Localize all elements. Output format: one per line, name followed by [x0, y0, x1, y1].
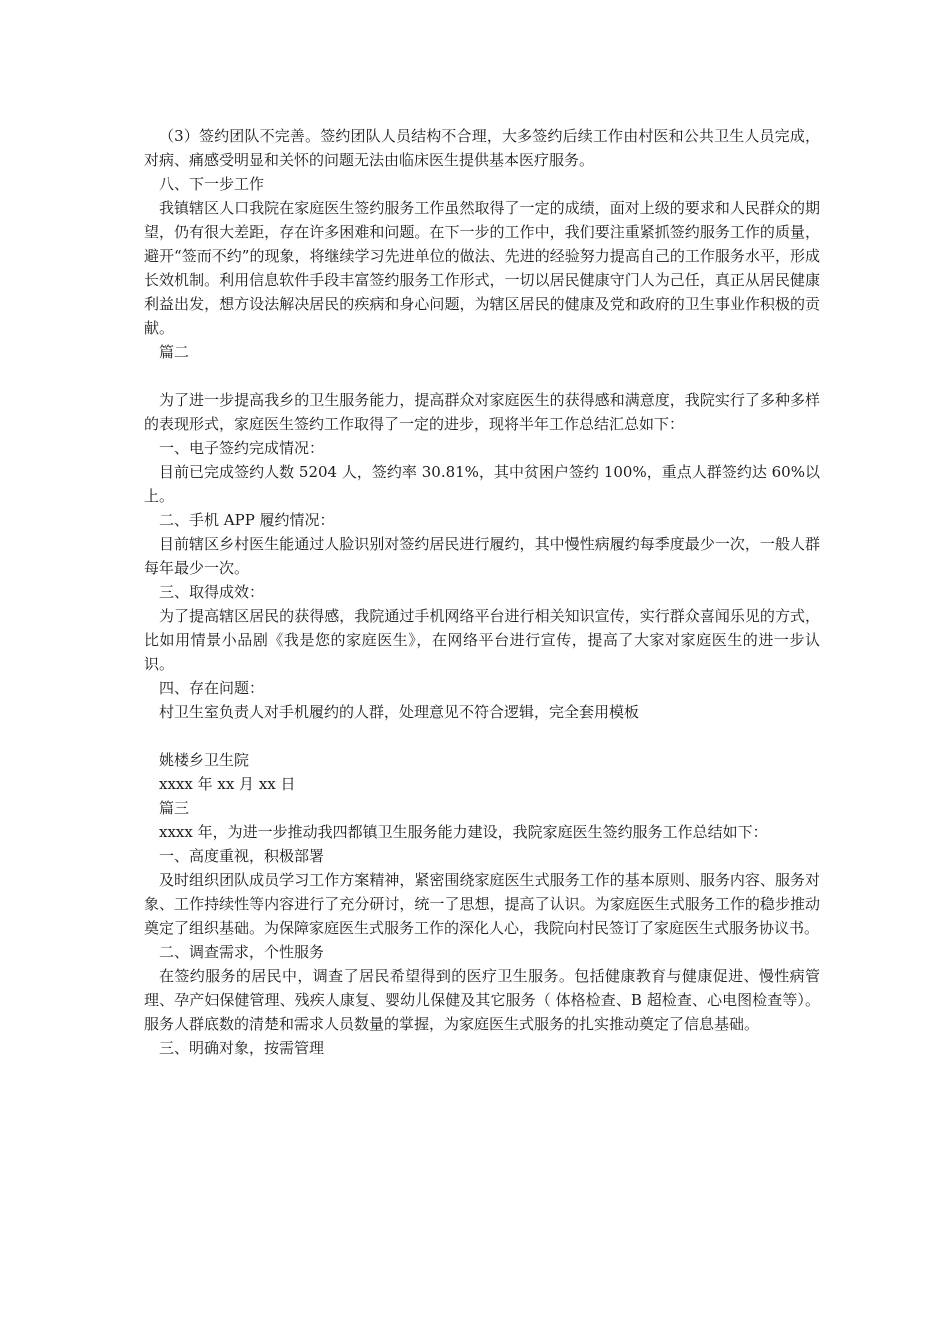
paragraph-team-incomplete: （3）签约团队不完善。签约团队人员结构不合理，大多签约后续工作由村医和公共卫生人员完成，对病、痛感受明显和关怀的问题无法由临床医生提供基本医疗服务。: [144, 127, 820, 169]
paragraph-app: 目前辖区乡村医生能通过人脸识别对签约居民进行履约，其中慢性病履约每季度最少一次，一般人群每年最少一次。: [144, 535, 820, 577]
blank-line: [144, 364, 820, 388]
paragraph-part-three-intro: xxxx 年，为进一步推动我四都镇卫生服务能力建设，我院家庭医生签约服务工作总结如下：: [159, 823, 768, 841]
heading-results: 三、取得成效：: [159, 583, 265, 601]
document-body: [144, 124, 820, 1060]
heading-next-steps: 八、下一步工作: [159, 175, 265, 193]
signature-org: 姚楼乡卫生院: [159, 751, 250, 769]
paragraph-next-steps: 我镇辖区人口我院在家庭医生签约服务工作虽然取得了一定的成绩，面对上级的要求和人民群众的期望，仍有很大差距，存在许多困难和问题。在下一步的工作中，我们要注重紧抓签约服务工作的质量，避开“签而不约”的现象，将继续学习先进单位的做法、先进的经验努力提高自己的工作服务水平，形成长效机制。利用信息软件手段丰富签约服务工作形式，一切以居民健康守门人为己任，真正从居民健康利益出发，想方设法解决居民的疾病和身心问题，为辖区居民的健康及党和政府的卫生事业作积极的贡献。: [144, 199, 820, 337]
heading-part-three: 篇三: [159, 799, 190, 817]
heading-problems: 四、存在问题：: [159, 679, 265, 697]
heading-attention: 一、高度重视，积极部署: [159, 847, 325, 865]
paragraph-problems: 村卫生室负责人对手机履约的人群，处理意见不符合逻辑，完全套用模板: [159, 703, 640, 721]
blank-line: [144, 724, 820, 748]
heading-targets: 三、明确对象，按需管理: [159, 1039, 325, 1057]
paragraph-part-two-intro: 为了进一步提高我乡的卫生服务能力，提高群众对家庭医生的获得感和满意度，我院实行了多种多样的表现形式，家庭医生签约工作取得了一定的进步，现将半年工作总结汇总如下：: [144, 391, 820, 433]
paragraph-e-sign: 目前已完成签约人数 5204 人，签约率 30.81%，其中贫困户签约 100%，重点人群签约达 60%以上。: [144, 463, 820, 505]
heading-part-two: 篇二: [159, 343, 190, 361]
heading-app: 二、手机 APP 履约情况：: [159, 511, 335, 529]
heading-survey: 二、调查需求，个性服务: [159, 943, 325, 961]
signature-date: xxxx 年 xx 月 xx 日: [159, 775, 296, 793]
paragraph-survey: 在签约服务的居民中，调查了居民希望得到的医疗卫生服务。包括健康教育与健康促进、慢性病管理、孕产妇保健管理、残疾人康复、婴幼儿保健及其它服务（ 体格检查、B 超检查、心电图检查等）。服务人群底数的清楚和需求人员数量的掌握，为家庭医生式服务的扎实推动奠定了信息基础。: [144, 967, 820, 1033]
paragraph-attention: 及时组织团队成员学习工作方案精神，紧密围绕家庭医生式服务工作的基本原则、服务内容、服务对象、工作持续性等内容进行了充分研讨，统一了思想，提高了认识。为家庭医生式服务工作的稳步推动奠定了组织基础。为保障家庭医生式服务工作的深化人心，我院向村民签订了家庭医生式服务协议书。: [144, 871, 820, 937]
heading-e-sign: 一、电子签约完成情况：: [159, 439, 325, 457]
paragraph-results: 为了提高辖区居民的获得感，我院通过手机网络平台进行相关知识宣传，实行群众喜闻乐见的方式，比如用情景小品剧《我是您的家庭医生》，在网络平台进行宣传，提高了大家对家庭医生的进一步认识。: [144, 607, 820, 673]
